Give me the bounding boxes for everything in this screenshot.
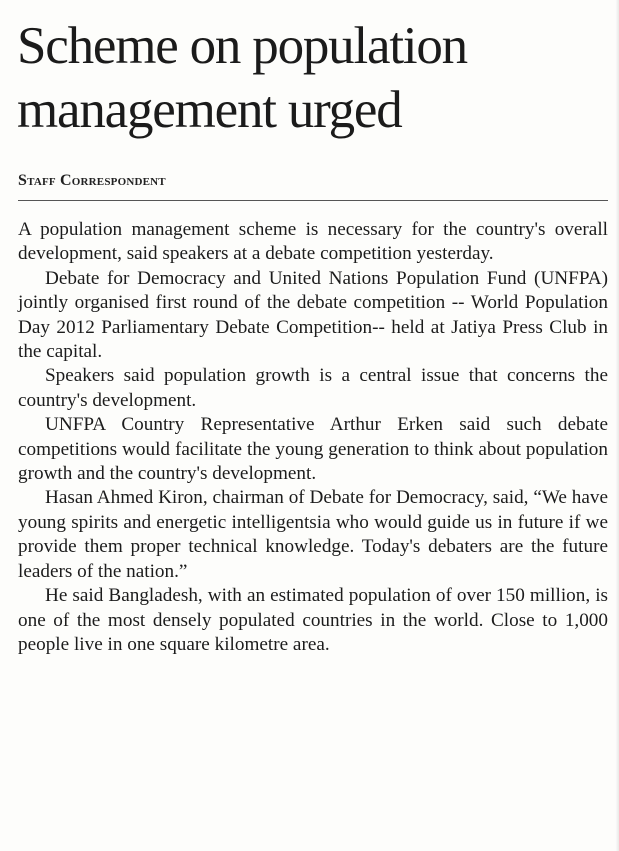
article-paragraph: Speakers said population growth is a central issue that concerns the country's development. — [18, 365, 608, 411]
headline-line-2: management urged — [17, 81, 402, 139]
article-byline: Staff Correspondent — [18, 172, 608, 201]
article-paragraph: Debate for Democracy and United Nations Population Fund (UNFPA) jointly organised first round of the debate competition -- World Population Day 2012 Parliamentary Debate Competition-- held at Jatiya Press Club in the capital. — [18, 267, 608, 363]
article-headline — [0, 0, 619, 142]
article-paragraph: He said Bangladesh, with an estimated population of over 150 million, is one of the most densely populated countries in the world. Close to 1,000 people live in one square kilometre area. — [18, 585, 608, 655]
article-paragraph: UNFPA Country Representative Arthur Erken said such debate competitions would facilitate the young generation to think about population growth and the country's development. — [18, 414, 608, 485]
article-paragraph: Hasan Ahmed Kiron, chairman of Debate for Democracy, said, “We have young spirits and energetic intelligentsia who would guide us in future if we provide them proper technical knowledge. Today's debaters are the future leaders of the nation.” — [18, 487, 608, 582]
page-edge-shadow — [615, 0, 619, 851]
headline-line-1: Scheme on population — [17, 17, 467, 75]
article-body — [18, 218, 608, 657]
article-paragraph: A population management scheme is necessary for the country's overall development, said speakers at a debate competition yesterday. — [18, 219, 608, 265]
